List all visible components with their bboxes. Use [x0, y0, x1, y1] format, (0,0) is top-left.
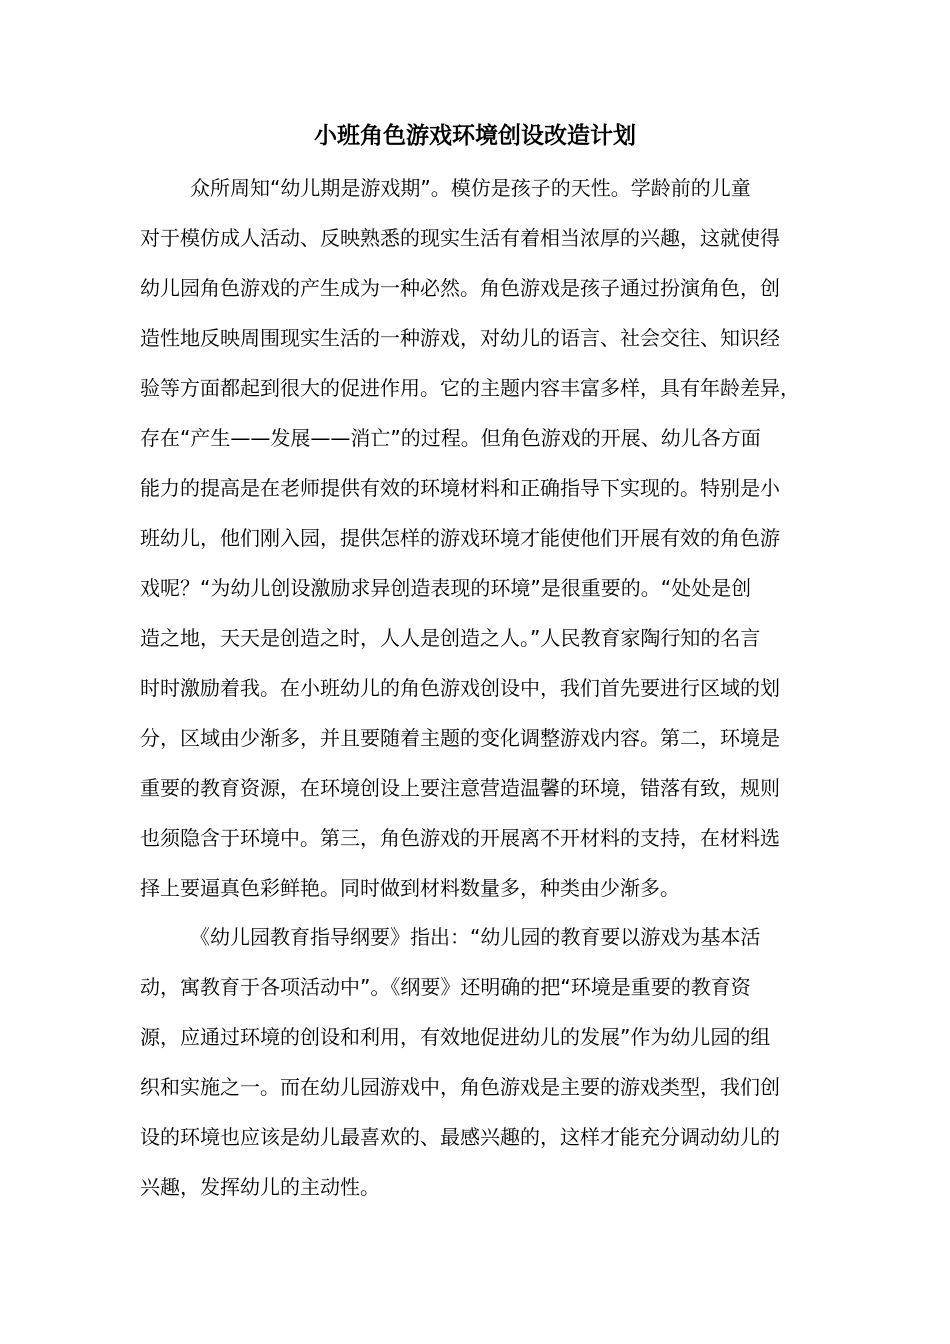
paragraph-line: 动，寓教育于各项活动中”。《纲要》还明确的把“环境是重要的教育资	[140, 975, 751, 999]
paragraph-line: 择上要逼真色彩鲜艳。同时做到材料数量多，种类由少渐多。	[140, 876, 680, 900]
paragraph-line: 造性地反映周围现实生活的一种游戏，对幼儿的语言、社会交往、知识经	[140, 326, 780, 350]
paragraph-line: 对于模仿成人活动、反映熟悉的现实生活有着相当浓厚的兴趣，这就使得	[140, 226, 780, 250]
paragraph-line: 验等方面都起到很大的促进作用。它的主题内容丰富多样，具有年龄差异，	[140, 376, 800, 400]
paragraph-line: 《幼儿园教育指导纲要》指出：“幼儿园的教育要以游戏为基本活	[190, 925, 761, 949]
paragraph-line: 设的环境也应该是幼儿最喜欢的、最感兴趣的，这样才能充分调动幼儿的	[140, 1125, 780, 1149]
paragraph-line: 重要的教育资源，在环境创设上要注意营造温馨的环境，错落有致，规则	[140, 776, 780, 800]
paragraph-line: 造之地，天天是创造之时，人人是创造之人。”人民教育家陶行知的名言	[140, 626, 761, 650]
paragraph-line: 时时激励着我。在小班幼儿的角色游戏创设中，我们首先要进行区域的划	[140, 676, 780, 700]
paragraph-line: 能力的提高是在老师提供有效的环境材料和正确指导下实现的。特别是小	[140, 476, 780, 500]
paragraph-line: 戏呢？“为幼儿创设激励求异创造表现的环境”是很重要的。“处处是创	[140, 576, 752, 600]
paragraph-line: 兴趣，发挥幼儿的主动性。	[140, 1175, 380, 1199]
paragraph-2	[140, 912, 830, 1212]
paragraph-line: 众所周知“幼儿期是游戏期”。模仿是孩子的天性。学龄前的儿童	[190, 176, 751, 200]
document-title: 小班角色游戏环境创设改造计划	[314, 123, 636, 149]
paragraph-1	[140, 163, 830, 913]
paragraph-line: 存在“产生——发展——消亡”的过程。但角色游戏的开展、幼儿各方面	[140, 426, 761, 450]
paragraph-line: 幼儿园角色游戏的产生成为一种必然。角色游戏是孩子通过扮演角色，创	[140, 276, 780, 300]
paragraph-line: 分，区域由少渐多，并且要随着主题的变化调整游戏内容。第二，环境是	[140, 726, 780, 750]
paragraph-line: 也须隐含于环境中。第三，角色游戏的开展离不开材料的支持，在材料选	[140, 826, 780, 850]
paragraph-line: 源，应通过环境的创设和利用，有效地促进幼儿的发展”作为幼儿园的组	[140, 1025, 771, 1049]
paragraph-line: 织和实施之一。而在幼儿园游戏中，角色游戏是主要的游戏类型，我们创	[140, 1075, 780, 1099]
paragraph-line: 班幼儿，他们刚入园，提供怎样的游戏环境才能使他们开展有效的角色游	[140, 526, 780, 550]
